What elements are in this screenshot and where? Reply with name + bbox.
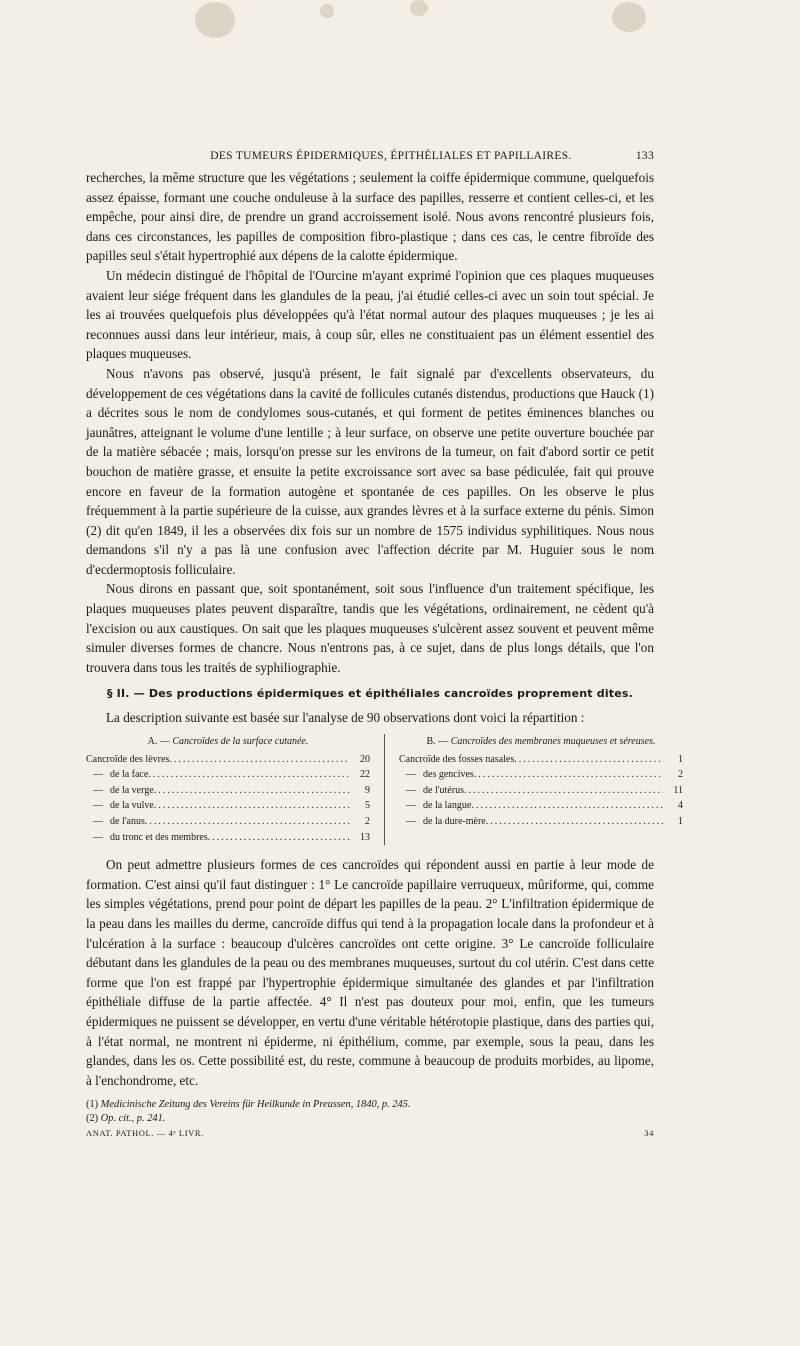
row-label: Cancroïde des fosses nasales xyxy=(399,753,515,765)
ditto-dash: — xyxy=(93,800,103,812)
leader-dots xyxy=(514,752,663,768)
ditto-dash: — xyxy=(406,816,416,827)
row-label: de la verge xyxy=(110,784,154,796)
row-count: 4 xyxy=(678,800,683,812)
ditto-dash: — xyxy=(406,800,416,812)
page-number: 133 xyxy=(635,150,654,162)
ditto-dash: — xyxy=(93,769,103,781)
table-row xyxy=(86,814,370,830)
row-count: 9 xyxy=(365,784,370,796)
running-head xyxy=(86,150,654,162)
leader-dots xyxy=(154,798,350,814)
ditto-dash: — xyxy=(93,816,103,827)
main-text xyxy=(86,168,654,677)
row-count: 5 xyxy=(365,800,370,812)
table-row xyxy=(86,783,370,799)
table-row xyxy=(399,814,683,830)
table-row xyxy=(86,798,370,814)
running-head-title: DES TUMEURS ÉPIDERMIQUES, ÉPITHÉLIALES ET PAPILLAIRES. xyxy=(210,150,572,162)
table-row xyxy=(399,798,683,814)
closing-text xyxy=(86,855,654,1090)
row-count: 2 xyxy=(678,769,683,781)
row-count: 22 xyxy=(360,769,370,781)
row-label: de la face xyxy=(110,769,149,781)
table-row xyxy=(399,752,683,768)
table-a xyxy=(86,734,384,845)
table-b-title: B. — Cancroïdes des membranes muqueuses et séreuses. xyxy=(426,736,656,748)
table-row xyxy=(86,767,370,783)
ditto-dash: — xyxy=(406,769,416,781)
row-label: du tronc et des membres xyxy=(110,831,208,843)
leader-dots xyxy=(148,767,350,783)
ditto-dash: — xyxy=(406,784,416,796)
signature-left: ANAT. PATHOL. — 4ᵉ LIVR. xyxy=(86,1128,204,1139)
leader-dots xyxy=(169,752,350,768)
row-label: des gencives xyxy=(423,769,474,781)
leader-dots xyxy=(154,783,350,799)
document-page xyxy=(86,150,683,1139)
table-row xyxy=(399,767,683,783)
row-count: 1 xyxy=(678,753,683,765)
row-label: de l'anus xyxy=(110,816,145,827)
footnotes xyxy=(86,1098,654,1126)
paper-stain xyxy=(320,4,334,18)
table-row xyxy=(86,830,370,846)
paper-stain xyxy=(410,0,428,16)
row-label: Cancroïde des lèvres xyxy=(86,753,170,765)
row-count: 1 xyxy=(678,816,683,827)
row-label: de la dure-mère xyxy=(423,816,486,827)
section-heading: § II. — Des productions épidermiques et épithéliales cancroïdes proprement dites. xyxy=(106,687,634,701)
row-count: 11 xyxy=(673,784,683,796)
signature-right: 34 xyxy=(644,1128,654,1139)
paragraph-3: Nous n'avons pas observé, jusqu'à présent, le fait signalé par d'excellents observateurs, du développement de ces végétations dans la cavité de follicules cutanés distendus, productions que Hauck (1) a décrites sous le nom de condylomes sous-cutanés, et qui forment de petites éminences blanches ou jaunâtres, atteignant le volume d'une lentille ; à leur surface, on observe une petite ouverture bouchée par de la matière sébacée ; mais, lorsqu'on presse sur les environs de la tumeur, on fait d'abord sortir ce petit bouchon de matière grasse, et ensuite la petite excroissance sort avec sa base pédiculée, fait qui prouve encore en faveur de la formation autogène et spontanée de ces papilles. On les observe le plus fréquemment à la partie supérieure de la cuisse, aux grandes lèvres et à la surface externe du pénis. Simon (2) dit qu'en 1849, il les a observées dix fois sur un nombre de 1575 individus syphilitiques. Nous nous demandons s'il n'y a pas là une confusion avec l'affection décrite par M. Huguier sous le nom d'ecdermoptosis folliculaire. xyxy=(86,365,654,577)
ditto-dash: — xyxy=(93,831,103,843)
paragraph-4: Nous dirons en passant que, soit spontanément, soit sous l'influence d'un traitement spécifique, les plaques muqueuses plates peuvent disparaître, tandis que les végétations, ordinairement, ne cèdent qu'à l'excision ou aux caustiques. On sait que les plaques muqueuses s'ulcèrent assez souvent et peuvent même simuler diverses formes de chancre. Nous n'entrons pas, à ce sujet, dans de plus longs détails, que l'on trouvera dans tous les traités de syphiliographie. xyxy=(86,581,654,675)
paper-stain xyxy=(195,2,235,38)
leader-dots xyxy=(474,767,663,783)
paper-stain xyxy=(612,2,646,32)
paragraph-2: Un médecin distingué de l'hôpital de l'Ourcine m'ayant exprimé l'opinion que ces plaques muqueuses avaient leur siége fréquent dans les glandules de la peau, j'ai étudié celles-ci avec un soin tout spécial. Je les ai trouvées quelquefois plus développées qu'à l'état normal autour des plaques muqueuses ; je les ai reconnues aussi dans leur intérieur, mais, à coup sûr, elles ne constituaient pas un élément essentiel des plaques muqueuses. xyxy=(86,267,654,362)
leader-dots xyxy=(471,798,663,814)
table-b xyxy=(384,734,683,845)
leader-dots xyxy=(486,814,663,830)
row-label: de l'utérus xyxy=(423,784,464,796)
paragraph-5: On peut admettre plusieurs formes de ces cancroïdes qui répondent aussi en partie à leur mode de formation. C'est ainsi qu'il faut distinguer : 1° Le cancroïde papillaire verruqueux, mûriforme, qui, comme les simples végétations, prend pour point de départ les papilles de la peau. 2° L'infiltration épidermique de la peau dans les mailles du derme, cancroïde diffus qui tend à la propagation locale dans la profondeur et à l'ulcération à la surface : beaucoup d'ulcères cancroïdes ont cette origine. 3° Le cancroïde folliculaire débutant dans les glandules de la peau ou des membranes muqueuses, surtout du col utérin. C'est dans cette forme que l'on est frappé par l'hypertrophie épidermique simultanée des glandes et par l'infiltration épithéliale diffuse de la partie affectée. 4° Il n'est pas douteux pour moi, enfin, que les tumeurs épidermiques ne puissent se développer, en vertu d'une véritable hétérotopie plastique, dans des parties qui, à l'état normal, ne montrent ni épiderme, ni épithélium, comme, par exemple, sous la peau, dans les glandes, dans les os. Cette possibilité est, du reste, commune à beaucoup de produits morbides, au lipome, à l'enchondrome, etc. xyxy=(86,857,654,1088)
signature-line xyxy=(86,1128,654,1138)
row-count: 2 xyxy=(365,816,370,827)
leader-dots xyxy=(145,814,350,830)
row-label: de la vulve xyxy=(110,800,154,812)
footnote-1: (1) Medicinische Zeitung des Vereins für Heilkunde in Preussen, 1840, p. 245. xyxy=(86,1099,411,1111)
row-label: de la langue xyxy=(423,800,472,812)
footnote-2: (2) Op. cit., p. 241. xyxy=(86,1113,166,1125)
ditto-dash: — xyxy=(93,784,103,796)
row-count: 20 xyxy=(360,753,370,765)
leader-dots xyxy=(208,830,350,846)
distribution-tables xyxy=(86,734,683,845)
table-a-title: A. — Cancroïdes de la surface cutanée. xyxy=(147,736,309,748)
paragraph-1: recherches, la même structure que les végétations ; seulement la coiffe épidermique commune, quelquefois assez épaisse, formant une couche onduleuse à la surface des papilles, resserre et contient celles-ci, et les empêche, pour ainsi dire, de prendre un grand accroissement isolé. Nous avons rencontré plusieurs fois, dans ces circonstances, les papilles de composition fibro-plastique ; dans ces cas, le centre fibroïde des papilles seul s'était hypertrophié aux dépens de la calotte épidermique. xyxy=(86,170,654,264)
section-intro: La description suivante est basée sur l'analyse de 90 observations dont voici la répartition : xyxy=(106,710,585,726)
row-count: 13 xyxy=(360,831,370,843)
leader-dots xyxy=(464,783,663,799)
table-row xyxy=(399,783,683,799)
table-row xyxy=(86,752,370,768)
